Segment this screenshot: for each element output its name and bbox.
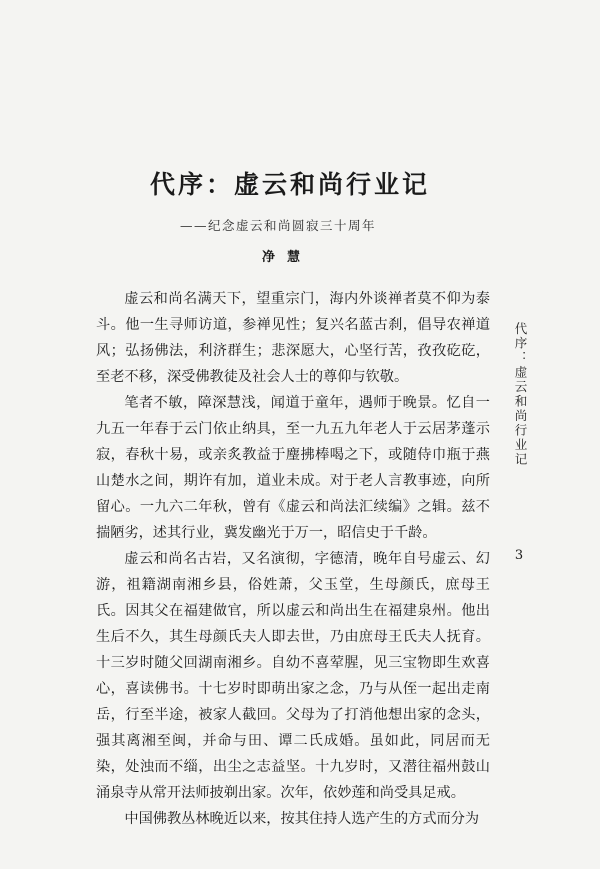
paragraph: 笔者不敏，障深慧浅，闻道于童年，遇师于晚景。忆自一九五一年春于云门依止纳具，至一九五九年老人于云居茅蓬示寂，春秋十易，或亲炙教益于麈拂棒喝之下，或随侍巾瓶于燕山楚水之间，期许有加，道业未成。对于老人言教事迹，向所留心。一九六二年秋，曾有《虚云和尚法汇续编》之辑。兹不揣陋劣，述其行业，冀发幽光于万一，昭信史于千龄。 (96, 395, 490, 541)
paragraph: 中国佛教丛林晚近以来，按其住持人选产生的方式而分为 (124, 811, 480, 827)
paragraph: 虚云和尚名古岩，又名演彻，字德清，晚年自号虚云、幻游，祖籍湖南湘乡县，俗姓萧，父玉堂，生母颜氏，庶母王氏。因其父在福建做官，所以虚云和尚出生在福建泉州。他出生后不久，其生母颜氏夫人即去世，乃由庶母王氏夫人抚育。十三岁时随父回湖南湘乡。自幼不喜荤腥，见三宝物即生欢喜心，喜读佛书。十七岁时即萌出家之念，乃与从侄一起出走南岳，行至半途，被家人截回。父母为了打消他想出家的念头，强其离湘至闽，并命与田、谭二氏成婚。虽如此，同居而无染，处浊而不缁，出尘之志益坚。十九岁时，又潜往福州鼓山涌泉寺从常开法师披剃出家。次年，依妙莲和尚受具足戒。 (96, 551, 490, 801)
page-subtitle: ——纪念虚云和尚圆寂三十周年 (180, 218, 377, 233)
page-title: 代序：虚云和尚行业记 (149, 170, 430, 199)
paragraph: 虚云和尚名满天下，望重宗门，海内外谈禅者莫不仰为泰斗。他一生寻师访道，参禅见性；复兴名蓝古刹，倡导农禅道风；弘扬佛法，利济群生；悲深愿大，心坚行苦，孜孜矻矻，至老不移，深受佛教徒及社会人士的尊仰与钦敬。 (96, 291, 490, 385)
running-head: 代序：虚云和尚行业记 (513, 322, 528, 467)
page-number: 3 (514, 548, 524, 563)
author-name: 净慧 (262, 250, 313, 265)
body-text (96, 286, 490, 832)
